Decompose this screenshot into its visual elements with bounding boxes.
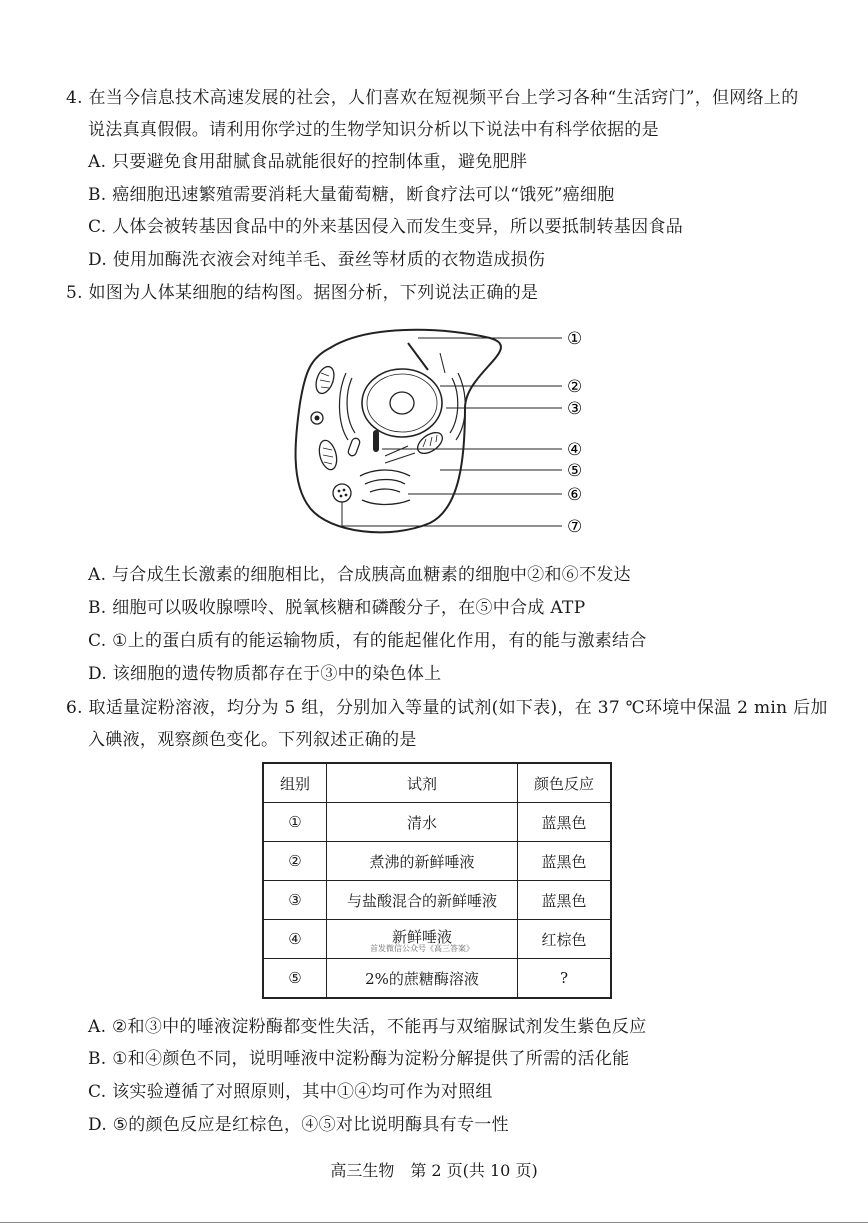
cell-group: ① <box>263 803 327 842</box>
cell-group: ⑤ <box>263 959 327 999</box>
vesicle <box>347 437 361 457</box>
mitochondrion <box>414 428 446 457</box>
cell-color: 红棕色 <box>518 920 612 959</box>
label-1: ① <box>567 329 583 349</box>
table-row <box>263 959 611 999</box>
ribosome-strand <box>385 446 408 456</box>
table-row <box>263 842 611 881</box>
golgi-apparatus <box>362 500 410 505</box>
mitochondrion <box>313 364 338 396</box>
vesicle <box>373 430 379 452</box>
golgi-apparatus <box>360 470 410 476</box>
cell-group: ③ <box>263 881 327 920</box>
animal-cell-diagram <box>290 318 600 543</box>
nucleus-envelope <box>362 369 442 437</box>
table-row <box>263 803 611 842</box>
label-2: ② <box>567 377 583 397</box>
q5-option-c: C. ①上的蛋白质有的能运输物质，有的能起催化作用，有的能与激素结合 <box>88 631 647 651</box>
cell-color: ? <box>518 959 612 999</box>
mitochondrion <box>316 438 339 471</box>
table-header-row <box>263 763 611 803</box>
centrosome-dot <box>343 489 346 492</box>
mitochondrion-cristae <box>323 448 333 464</box>
golgi-apparatus <box>365 480 405 485</box>
watermark-text: 首发微信公众号《高三答案》 <box>370 943 474 953</box>
microtubule <box>408 343 428 370</box>
cell-reagent: 清水 <box>327 803 518 842</box>
centrosome-dot <box>340 495 343 498</box>
q5-stem: 5. 如图为人体某细胞的结构图。据图分析，下列说法正确的是 <box>66 283 539 303</box>
q4-option-a: A. 只要避免食用甜腻食品就能很好的控制体重，避免肥胖 <box>88 152 528 172</box>
cell-reagent: 与盐酸混合的新鲜唾液 <box>327 881 518 920</box>
label-3: ③ <box>567 399 583 419</box>
page-footer: 高三生物 第 2 页(共 10 页) <box>330 1161 538 1180</box>
centrosome-dot <box>345 494 348 497</box>
q5-option-d: D. 该细胞的遗传物质都存在于③中的染色体上 <box>88 664 442 684</box>
cell-group: ② <box>263 842 327 881</box>
centrosome <box>333 484 351 502</box>
golgi-apparatus <box>370 489 400 492</box>
cell-reagent-text: 新鲜唾液 <box>391 927 452 946</box>
label-4: ④ <box>567 440 583 460</box>
header-group: 组别 <box>263 763 327 803</box>
nuclear-inner <box>367 374 437 432</box>
leader-line-7 <box>342 502 562 526</box>
header-color: 颜色反应 <box>518 763 612 803</box>
label-5: ⑤ <box>567 461 583 481</box>
q4-stem-line1: 4. 在当今信息技术高速发展的社会，人们喜欢在短视频平台上学习各种“生活窍门”，但网络上的 <box>66 88 799 108</box>
microtubule <box>440 353 445 373</box>
q6-stem-line1: 6. 取适量淀粉溶液，均分为 5 组，分别加入等量的试剂(如下表)，在 37 ℃环境中保温 2 min 后加 <box>66 698 828 718</box>
cell-color: 蓝黑色 <box>518 881 612 920</box>
q6-option-a: A. ②和③中的唾液淀粉酶都变性失活，不能再与双缩脲试剂发生紫色反应 <box>88 1017 647 1037</box>
q6-option-b: B. ①和④颜色不同，说明唾液中淀粉酶为淀粉分解提供了所需的活化能 <box>88 1049 630 1069</box>
table-row <box>263 881 611 920</box>
header-reagent: 试剂 <box>327 763 518 803</box>
q6-option-c: C. 该实验遵循了对照原则，其中①④均可作为对照组 <box>88 1082 493 1102</box>
mitochondrion-cristae <box>320 373 330 388</box>
cell-reagent: 2%的蔗糖酶溶液 <box>327 959 518 999</box>
q4-option-b: B. 癌细胞迅速繁殖需要消耗大量葡萄糖，断食疗法可以“饿死”癌细胞 <box>88 185 615 205</box>
q4-stem-line2: 说法真真假假。请利用你学过的生物学知识分析以下说法中有科学依据的是 <box>88 120 659 140</box>
reagent-table <box>262 762 612 999</box>
q5-option-a: A. 与合成生长激素的细胞相比，合成胰高血糖素的细胞中②和⑥不发达 <box>88 565 631 585</box>
q4-option-c: C. 人体会被转基因食品中的外来基因侵入而发生变异，所以要抵制转基因食品 <box>88 217 684 237</box>
centrosome-dot <box>338 490 341 493</box>
q5-option-b: B. 细胞可以吸收腺嘌呤、脱氧核糖和磷酸分子，在⑤中合成 ATP <box>88 598 586 618</box>
cell-reagent: 煮沸的新鲜唾液 <box>327 842 518 881</box>
cell-membrane <box>296 330 501 533</box>
q6-option-d: D. ⑤的颜色反应是红棕色，④⑤对比说明酶具有专一性 <box>88 1115 509 1135</box>
cell-color: 蓝黑色 <box>518 842 612 881</box>
label-6: ⑥ <box>567 485 583 505</box>
nucleolus <box>390 392 414 414</box>
q6-stem-line2: 入碘液，观察颜色变化。下列叙述正确的是 <box>88 730 417 750</box>
bottom-rule <box>0 1222 868 1223</box>
cell-reagent <box>327 920 518 959</box>
cell-color: 蓝黑色 <box>518 803 612 842</box>
table-row <box>263 920 611 959</box>
label-7: ⑦ <box>567 517 583 537</box>
lysosome-core <box>315 416 320 421</box>
q4-option-d: D. 使用加酶洗衣液会对纯羊毛、蚕丝等材质的衣物造成损伤 <box>88 250 546 270</box>
cell-group: ④ <box>263 920 327 959</box>
endoplasmic-reticulum <box>347 378 355 433</box>
